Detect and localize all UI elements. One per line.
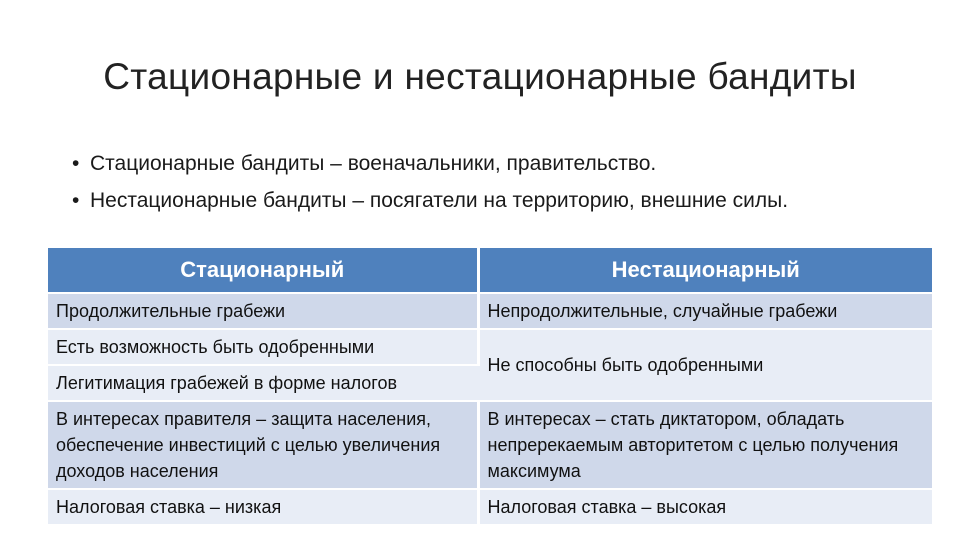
bullet-item <box>72 187 892 214</box>
table-cell: Непродолжительные, случайные грабежи <box>478 293 932 329</box>
bullet-item <box>72 150 892 177</box>
table-cell-merged: Не способны быть одобренными <box>478 329 932 401</box>
bullet-list <box>72 150 892 224</box>
bullet-marker: • <box>72 189 80 212</box>
table-row <box>48 489 932 524</box>
table-cell: Налоговая ставка – низкая <box>48 489 478 524</box>
slide-title: Стационарные и нестационарные бандиты <box>103 56 857 97</box>
table-cell: Легитимация грабежей в форме налогов <box>48 365 478 401</box>
table-cell: Налоговая ставка – высокая <box>478 489 932 524</box>
bullet-text: Нестационарные бандиты – посягатели на территорию, внешние силы. <box>90 189 789 212</box>
table-cell: В интересах – стать диктатором, обладать непререкаемым авторитетом с целью получения максимума <box>478 401 932 489</box>
bullet-marker: • <box>72 152 80 175</box>
table-cell: Есть возможность быть одобренными <box>48 329 478 365</box>
comparison-table <box>48 248 932 524</box>
table-row <box>48 329 932 365</box>
table-row <box>48 293 932 329</box>
column-header-nonstationary: Нестационарный <box>478 248 932 293</box>
table-row <box>48 401 932 489</box>
column-header-stationary: Стационарный <box>48 248 478 293</box>
table-header-row <box>48 248 932 293</box>
table-cell: Продолжительные грабежи <box>48 293 478 329</box>
bullet-text: Стационарные бандиты – военачальники, правительство. <box>90 152 657 175</box>
table-cell: В интересах правителя – защита населения, обеспечение инвестиций с целью увеличения доходов населения <box>48 401 478 489</box>
